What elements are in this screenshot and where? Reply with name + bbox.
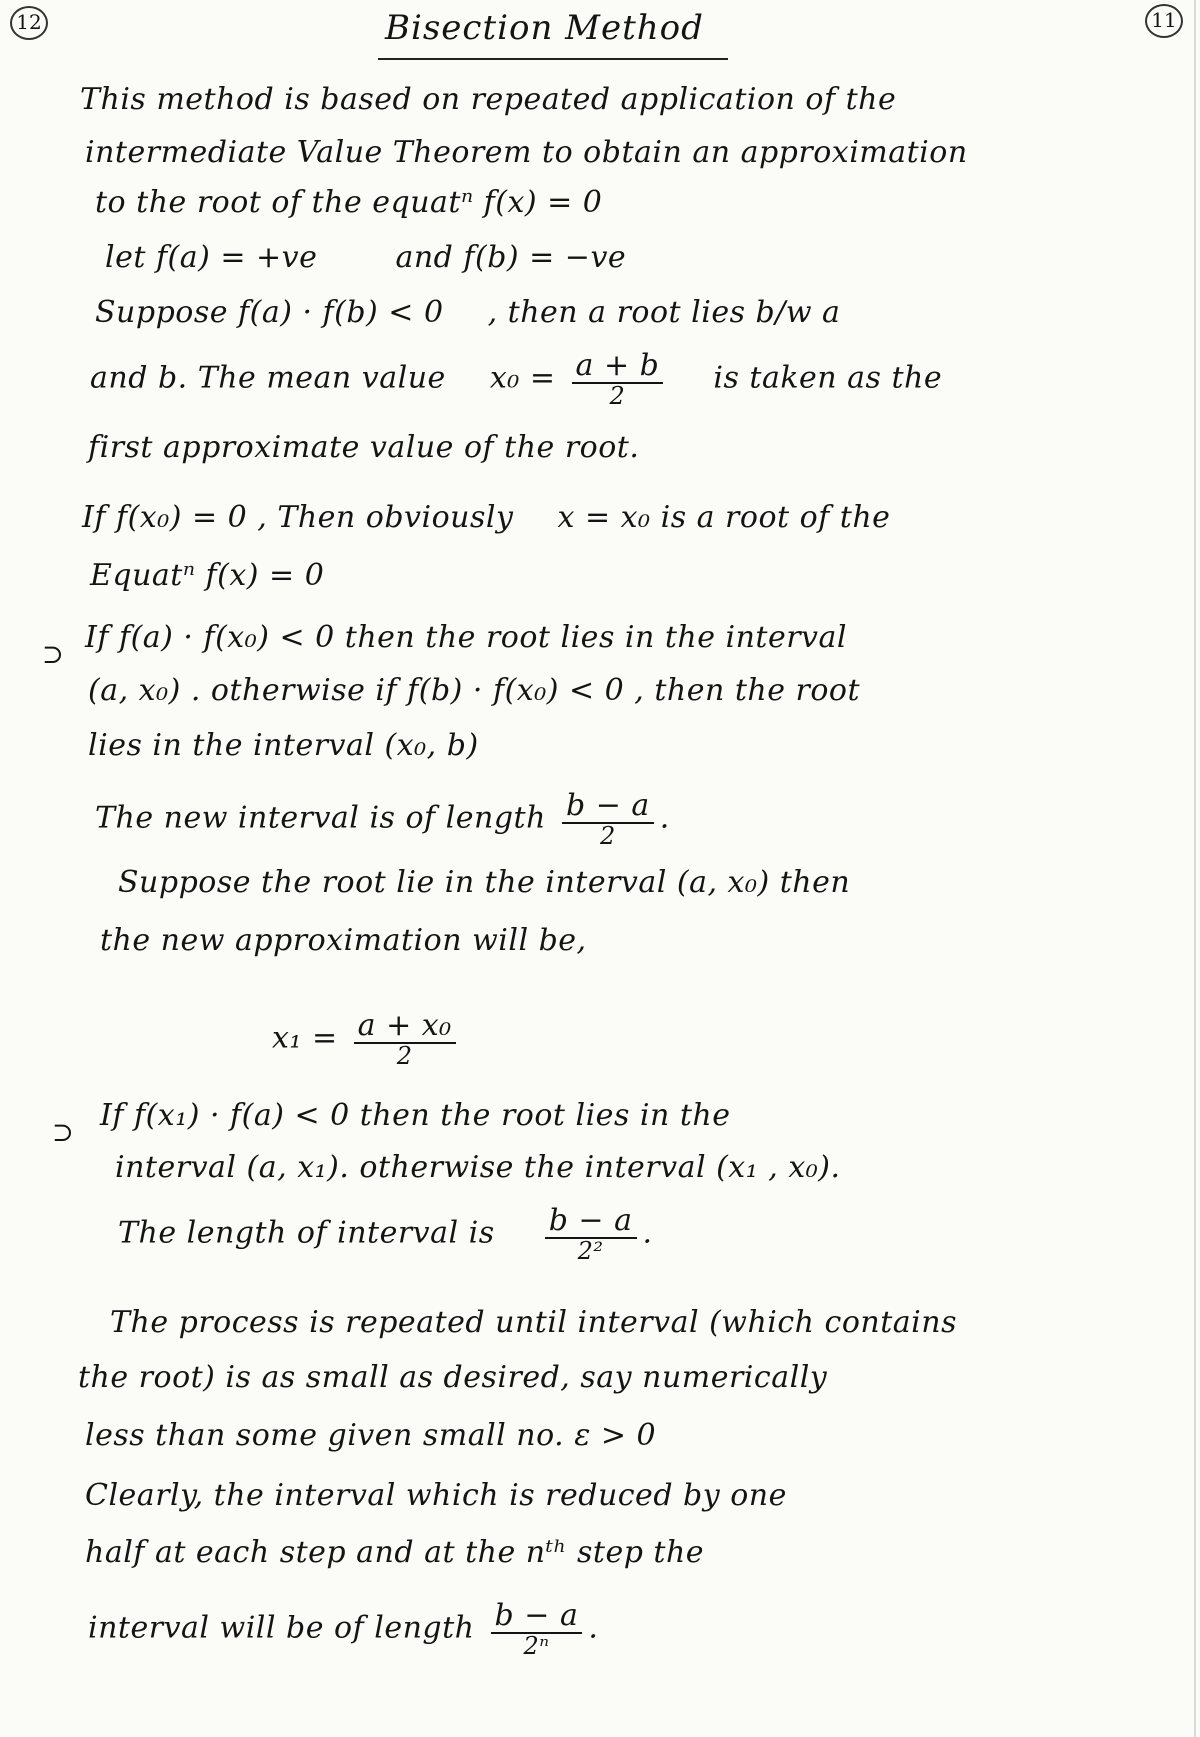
fraction-length-2: [545, 1205, 637, 1264]
page-edge-line: [1194, 0, 1196, 1737]
fraction-x1: [354, 1010, 456, 1069]
fraction-mean: [572, 350, 664, 409]
fraction-x1-numerator: a + x₀: [354, 1010, 456, 1044]
text-line-14: Suppose the root lie in the interval (a, x₀) then: [118, 865, 851, 900]
text-line-5-right: , then a root lies b/w a: [487, 295, 841, 330]
fraction-length-1: [562, 790, 654, 849]
fraction-length-n: [491, 1600, 583, 1659]
fraction-length-1-numerator: b − a: [562, 790, 654, 824]
text-line-11: (a, x₀) . otherwise if f(b) · f(x₀) < 0 , then the root: [88, 673, 861, 708]
text-line-4-right: and f(b) = −ve: [395, 240, 627, 275]
bullet-mark-2: ⊃: [52, 1118, 74, 1148]
fraction-length-n-denominator: 2ⁿ: [523, 1631, 550, 1660]
mean-value-label: x₀ =: [489, 360, 556, 396]
title-underline: [378, 58, 728, 60]
page-number-left: 12: [10, 6, 48, 40]
text-line-12: lies in the interval (x₀, b): [88, 728, 479, 763]
text-line-20: The process is repeated until interval (which contains: [110, 1305, 957, 1340]
text-line-6: [90, 350, 942, 409]
text-line-23: Clearly, the interval which is reduced by one: [85, 1478, 787, 1513]
text-line-8: [82, 500, 890, 535]
text-line-1: This method is based on repeated application of the: [80, 82, 897, 117]
text-line-3: to the root of the equatⁿ f(x) = 0: [95, 185, 603, 220]
text-line-8-right: x = x₀ is a root of the: [557, 500, 891, 535]
text-line-22: less than some given small no. ε > 0: [85, 1418, 657, 1453]
page-title: Bisection Method: [385, 8, 704, 48]
text-line-13: The new interval is of length $\frac{b - a}{2}$ .: [95, 788, 670, 850]
text-line-16: [272, 1010, 462, 1069]
fraction-mean-numerator: a + b: [572, 350, 664, 384]
text-line-8-left: If f(x₀) = 0 , Then obviously: [82, 500, 514, 535]
text-line-10: If f(a) · f(x₀) < 0 then the root lies in the interval: [85, 620, 847, 655]
text-line-7: first approximate value of the root.: [88, 430, 640, 465]
text-line-4-left: let f(a) = +ve: [105, 240, 318, 275]
text-line-5: [95, 295, 840, 330]
bullet-mark-1: ⊃: [42, 640, 64, 670]
text-line-13-text: The new interval is of length: [95, 800, 546, 836]
text-line-2: intermediate Value Theorem to obtain an approximation: [85, 135, 968, 170]
text-line-6-right: is taken as the: [713, 360, 943, 396]
text-line-15: the new approximation will be,: [100, 923, 587, 958]
text-line-19-text: The length of interval is: [118, 1215, 495, 1251]
text-line-19: The length of interval is $\frac{b - a}{\text{2²}}$ .: [118, 1203, 653, 1265]
fraction-mean-denominator: 2: [609, 381, 626, 410]
fraction-length-1-denominator: 2: [599, 821, 616, 850]
text-line-5-left: Suppose f(a) · f(b) < 0: [95, 295, 444, 330]
text-line-24: half at each step and at the nᵗʰ step the: [85, 1535, 705, 1570]
text-line-21: the root) is as small as desired, say numerically: [78, 1360, 828, 1395]
text-line-9: Equatⁿ f(x) = 0: [90, 558, 325, 593]
text-line-25: interval will be of length $\frac{b - a}{\text{2ⁿ}}$ .: [88, 1598, 599, 1660]
fraction-length-2-numerator: b − a: [545, 1205, 637, 1239]
text-line-18: interval (a, x₁). otherwise the interval (x₁ , x₀).: [115, 1150, 841, 1185]
text-line-6-left: and b. The mean value: [90, 360, 446, 396]
page-number-right: 11: [1145, 4, 1183, 38]
text-line-17: If f(x₁) · f(a) < 0 then the root lies in the: [100, 1098, 731, 1133]
fraction-length-2-denominator: 2²: [577, 1236, 604, 1265]
fraction-x1-denominator: 2: [396, 1041, 413, 1070]
x1-label: x₁ =: [272, 1020, 338, 1056]
text-line-4: [105, 240, 626, 275]
text-line-25-text: interval will be of length: [88, 1610, 475, 1646]
fraction-length-n-numerator: b − a: [491, 1600, 583, 1634]
